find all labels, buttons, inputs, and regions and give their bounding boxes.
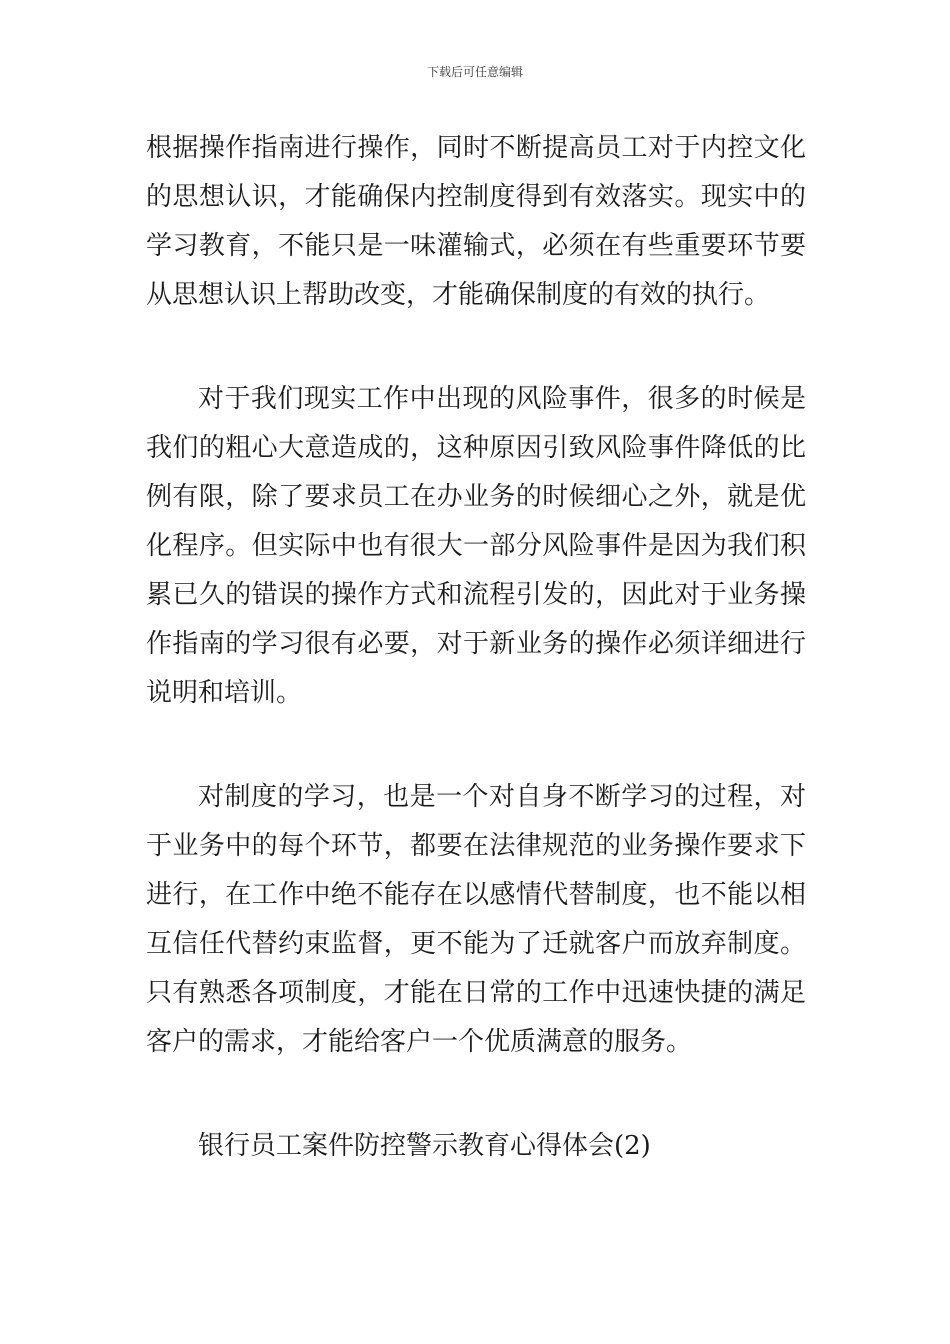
paragraph-gap (146, 1067, 806, 1122)
page-header: 下载后可任意编辑 (426, 65, 523, 79)
paragraph-3: 对制度的学习，也是一个对自身不断学习的过程，对于业务中的每个环节，都要在法律规范的业务操作要求下进行，在工作中绝不能存在以感情代替制度，也不能以相互信任代替约束监督，更不能为了迁就客户而放弃制度。只有熟悉各项制度，才能在日常的工作中迅速快捷的满足客户的需求，才能给客户一个优质满意的服务。 (146, 782, 806, 1057)
paragraph-gap (146, 320, 806, 375)
paragraph-2: 对于我们现实工作中出现的风险事件，很多的时候是我们的粗心大意造成的，这种原因引致风险事件降低的比例有限，除了要求员工在办业务的时候细心之外，就是优化程序。但实际中也有很大一部分风险事件是因为我们积累已久的错误的操作方式和流程引发的，因此对于业务操作指南的学习很有必要，对于新业务的操作必须详细进行说明和培训。 (146, 384, 806, 708)
paragraph-1: 根据操作指南进行操作，同时不断提高员工对于内控文化的思想认识，才能确保内控制度得到有效落实。现实中的学习教育，不能只是一味灌输式，必须在有些重要环节要从思想认识上帮助改变，才能确保制度的有效的执行。 (146, 133, 806, 310)
document-body (146, 124, 806, 1171)
section-title: 银行员工案件防控警示教育心得体会(2) (198, 1131, 651, 1161)
paragraph-gap (146, 718, 806, 773)
